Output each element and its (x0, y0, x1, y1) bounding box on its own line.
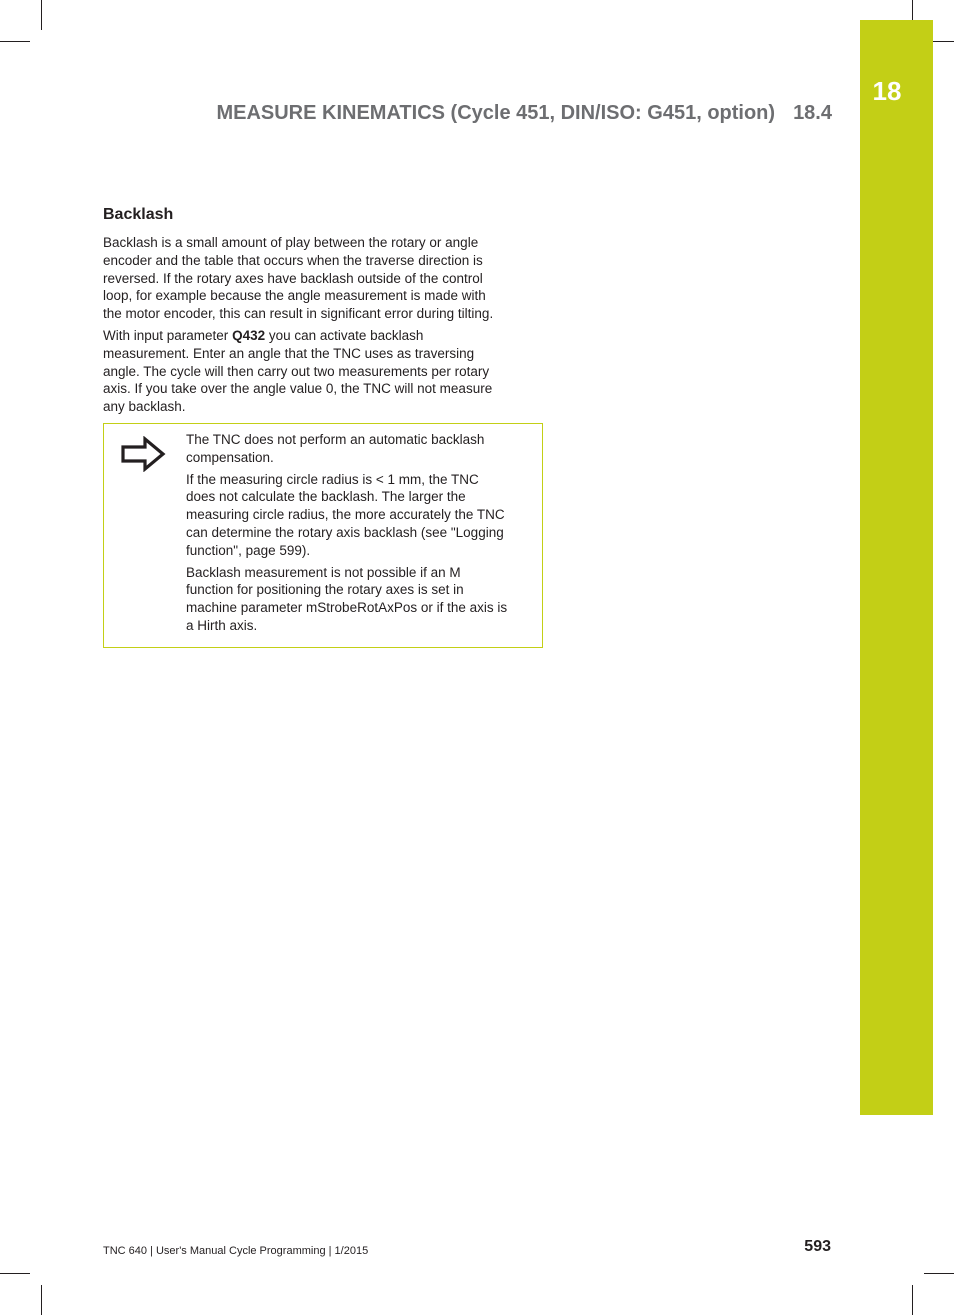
text-fragment: With input parameter (103, 327, 233, 343)
main-content (103, 204, 543, 648)
crop-mark (0, 1273, 30, 1274)
text-line: a Hirth axis. (186, 617, 258, 633)
crop-mark (924, 1273, 954, 1274)
running-header-section-number: 18.4 (793, 102, 832, 124)
text-line: encoder and the table that occurs when the traverse direction is (103, 252, 483, 268)
text-line: machine parameter mStrobeRotAxPos or if the axis is (186, 600, 508, 616)
text-line: If the measuring circle radius is < 1 mm, the TNC (186, 471, 479, 487)
note-box (103, 423, 543, 648)
page-number: 593 (804, 1238, 831, 1255)
paragraph-backlash-definition (103, 234, 543, 323)
text-line: function for positioning the rotary axes is set in (186, 582, 464, 598)
text-line: loop, for example because the angle measurement is made with (103, 288, 486, 304)
page-footer (103, 1238, 833, 1262)
arrow-right-outline-icon (104, 431, 186, 639)
text-line: can determine the rotary axis backlash (see "Logging (186, 524, 504, 540)
text-line: angle. The cycle will then carry out two measurements per rotary (103, 363, 490, 379)
note-paragraph (186, 564, 542, 635)
paragraph-backlash-parameter (103, 327, 543, 416)
crop-mark (41, 1285, 42, 1315)
text-line: Backlash measurement is not possible if an M (186, 564, 461, 580)
section-heading: Backlash (103, 206, 174, 223)
text-line (103, 327, 543, 345)
text-line: reversed. If the rotary axes have backlash outside of the control (103, 270, 483, 286)
parameter-q432: Q432 (232, 327, 266, 343)
chapter-number: 18 (872, 76, 902, 106)
crop-mark (0, 41, 30, 42)
text-line: compensation. (186, 449, 274, 465)
crop-mark (41, 0, 42, 30)
text-line: measurement. Enter an angle that the TNC uses as traversing (103, 345, 475, 361)
chapter-tab (860, 20, 933, 1115)
text-line: function", page 599). (186, 542, 311, 558)
text-line: Backlash is a small amount of play between the rotary or angle (103, 235, 479, 250)
text-line: does not calculate the backlash. The larger the (186, 489, 466, 505)
note-paragraph (186, 471, 542, 560)
running-header (120, 102, 832, 130)
crop-mark (912, 1285, 913, 1315)
text-line: The TNC does not perform an automatic backlash (186, 431, 485, 447)
footer-text: TNC 640 | User's Manual Cycle Programming | 1/2015 (103, 1245, 369, 1257)
note-paragraph (186, 431, 542, 467)
text-line: any backlash. (103, 399, 186, 415)
text-line: axis. If you take over the angle value 0, the TNC will not measure (103, 381, 493, 397)
note-text (186, 431, 542, 639)
text-line: the motor encoder, this can result in significant error during tilting. (103, 306, 494, 322)
running-header-title: MEASURE KINEMATICS (Cycle 451, DIN/ISO: G451, option) (216, 102, 776, 124)
text-line: measuring circle radius, the more accurately the TNC (186, 507, 505, 523)
text-fragment: you can activate backlash (265, 327, 424, 343)
